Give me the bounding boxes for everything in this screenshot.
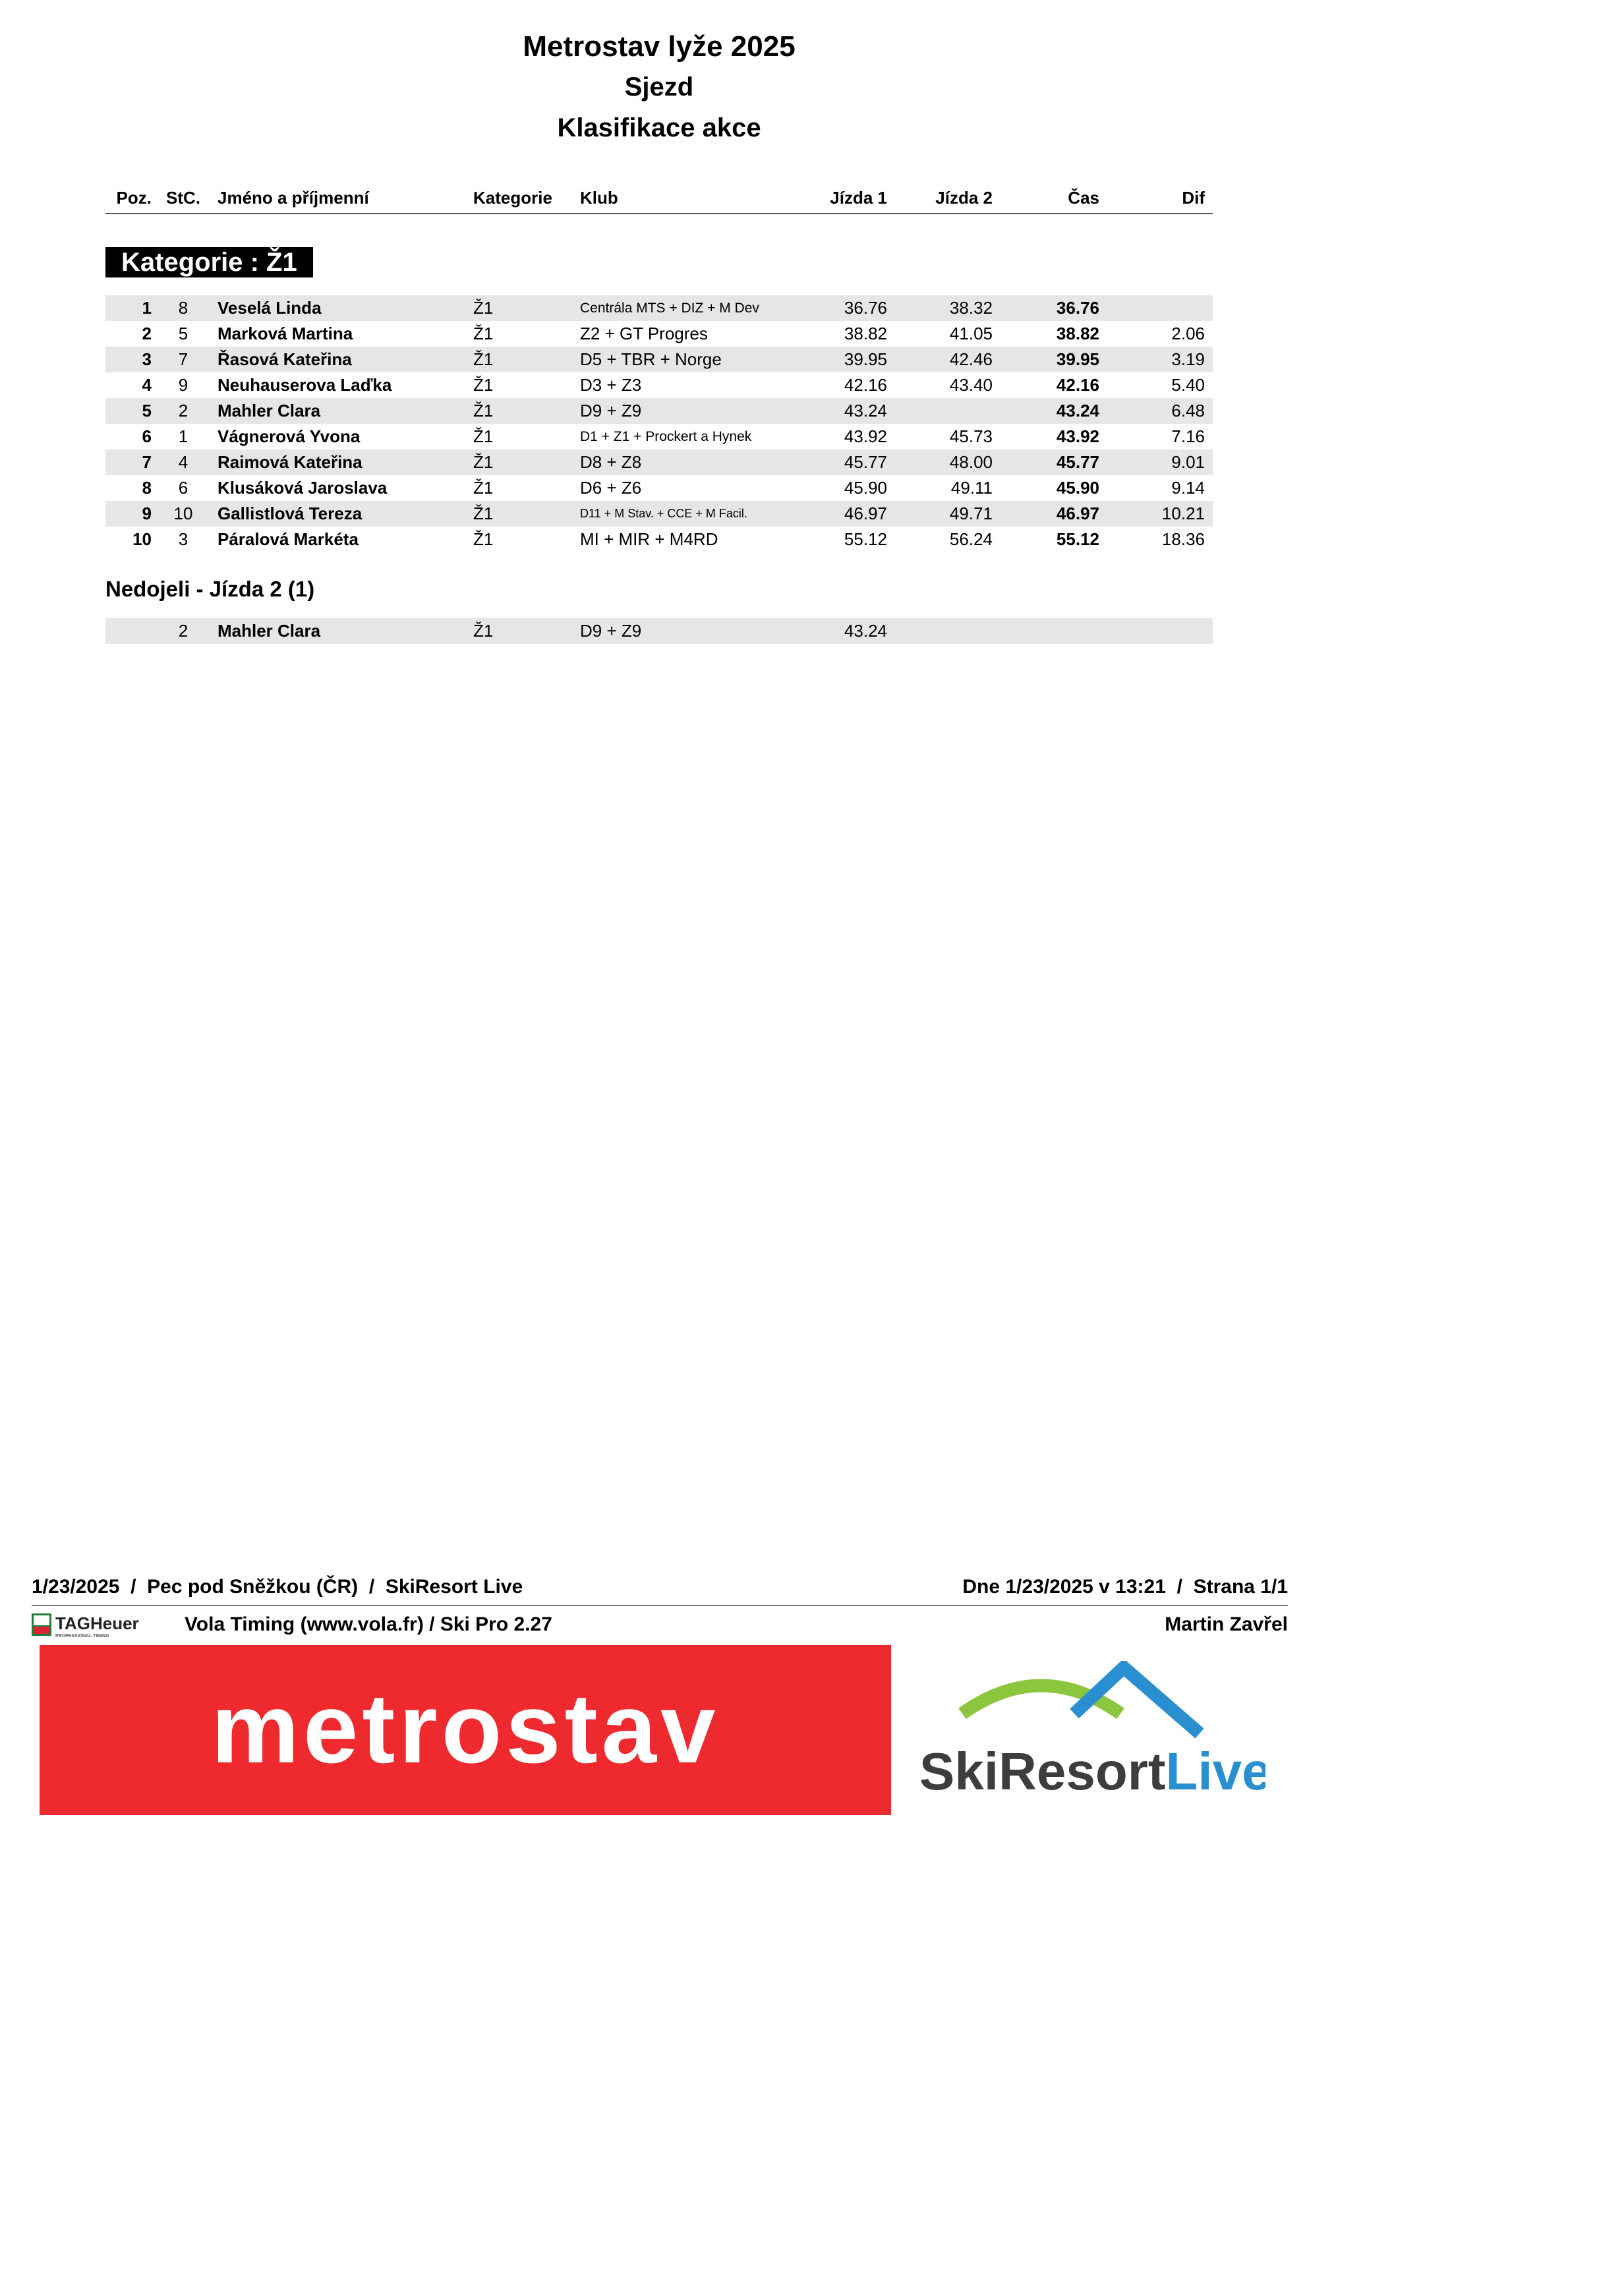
cell-category: Ž1 (473, 349, 494, 369)
cell-run2: 45.73 (949, 426, 993, 446)
cell-club: D11 + M Stav. + CCE + M Facil. (580, 507, 747, 520)
col-header-pos: Poz. (116, 188, 152, 208)
col-header-stc: StC. (166, 188, 200, 208)
cell-name: Páralová Markéta (218, 529, 359, 549)
cell-run1: 43.92 (844, 426, 887, 446)
footer-line-1 (32, 1576, 1288, 1606)
svg-text:SkiResortLive (919, 1742, 1265, 1801)
cell-run1: 55.12 (844, 529, 887, 549)
cell-name: Mahler Clara (218, 621, 321, 641)
cell-time: 36.76 (1056, 298, 1099, 318)
cell-club: D5 + TBR + Norge (580, 349, 722, 369)
cell-run1: 36.76 (844, 298, 887, 318)
cell-stc: 1 (178, 426, 188, 446)
category-banner: Kategorie : Ž1 (105, 247, 313, 277)
cell-run2: 42.46 (949, 349, 993, 369)
cell-name: Veselá Linda (218, 298, 322, 318)
discipline-title: Sjezd (624, 72, 694, 101)
dnf-section-title: Nedojeli - Jízda 2 (1) (105, 577, 315, 601)
metrostav-logo (40, 1645, 891, 1815)
cell-category: Ž1 (473, 375, 494, 395)
cell-time: 45.90 (1056, 478, 1099, 498)
cell-run2: 49.71 (949, 504, 993, 523)
table-row (105, 372, 1213, 398)
col-header-time: Čas (1068, 188, 1099, 208)
cell-stc: 10 (173, 504, 193, 523)
footer-software: Vola Timing (www.vola.fr) / Ski Pro 2.27 (185, 1613, 552, 1635)
col-header-diff: Dif (1182, 188, 1205, 208)
col-header-club: Klub (580, 188, 618, 208)
cell-stc: 9 (178, 375, 188, 395)
cell-run1: 43.24 (844, 621, 887, 641)
cell-run2: 38.32 (949, 298, 993, 318)
footer-event-info: 1/23/2025 / Pec pod Sněžkou (ČR) / SkiResort Live (32, 1576, 523, 1598)
cell-pos: 7 (142, 452, 152, 472)
cell-club: Centrála MTS + DIZ + M Dev (580, 301, 759, 316)
cell-run1: 43.24 (844, 401, 887, 420)
table-row (105, 321, 1213, 347)
cell-category: Ž1 (473, 401, 494, 420)
cell-pos: 9 (142, 504, 152, 523)
event-title: Metrostav lyže 2025 (523, 30, 796, 63)
cell-run1: 46.97 (844, 504, 887, 523)
cell-category: Ž1 (473, 426, 494, 446)
cell-run2: 48.00 (949, 452, 993, 472)
cell-category: Ž1 (473, 478, 494, 498)
cell-diff: 9.01 (1171, 452, 1205, 472)
footer-date-page: Dne 1/23/2025 v 13:21 / Strana 1/1 (962, 1576, 1288, 1598)
cell-diff: 10.21 (1161, 504, 1205, 523)
cell-club: D6 + Z6 (580, 478, 642, 498)
cell-pos: 5 (142, 401, 152, 420)
cell-club: D3 + Z3 (580, 375, 642, 395)
table-row (105, 295, 1213, 321)
cell-diff: 18.36 (1161, 529, 1205, 549)
cell-time: 43.92 (1056, 426, 1099, 446)
cell-category: Ž1 (473, 324, 494, 343)
tag-heuer-logo (32, 1612, 170, 1638)
cell-time: 55.12 (1056, 529, 1099, 549)
cell-run1: 45.90 (844, 478, 887, 498)
skiresort-text: SkiResort (919, 1742, 1166, 1801)
cell-club: D9 + Z9 (580, 621, 642, 641)
tag-logo-subtext: PROFESSIONAL TIMING (55, 1634, 109, 1638)
table-row (105, 347, 1213, 372)
cell-diff: 5.40 (1171, 375, 1205, 395)
table-row (105, 618, 1213, 644)
cell-category: Ž1 (473, 529, 494, 549)
table-row (105, 501, 1213, 527)
cell-diff: 2.06 (1171, 324, 1205, 343)
cell-run1: 45.77 (844, 452, 887, 472)
cell-pos: 8 (142, 478, 152, 498)
cell-time: 38.82 (1056, 324, 1099, 343)
cell-stc: 2 (178, 401, 188, 420)
cell-pos: 2 (142, 324, 152, 343)
cell-name: Gallistlová Tereza (218, 504, 362, 523)
cell-name: Marková Martina (218, 324, 353, 343)
col-header-run1: Jízda 1 (830, 188, 887, 208)
cell-name: Neuhauserova Laďka (218, 375, 392, 395)
metrostav-wordmark (40, 1645, 891, 1815)
table-row (105, 424, 1213, 449)
cell-run2: 49.11 (950, 478, 993, 498)
cell-category: Ž1 (473, 298, 494, 318)
cell-club: D9 + Z9 (580, 401, 642, 420)
cell-run2: 43.40 (949, 375, 993, 395)
skiresort-live-logo (910, 1661, 1265, 1806)
cell-stc: 4 (178, 452, 188, 472)
results-header-row (105, 188, 1213, 214)
cell-time: 45.77 (1056, 452, 1099, 472)
cell-club: Z2 + GT Progres (580, 324, 708, 343)
cell-diff: 6.48 (1171, 401, 1205, 420)
classification-title: Klasifikace akce (557, 113, 761, 142)
cell-name: Klusáková Jaroslava (218, 478, 388, 498)
cell-stc: 2 (178, 621, 188, 641)
cell-diff: 3.19 (1171, 349, 1205, 369)
live-text: Live (1165, 1742, 1265, 1801)
cell-stc: 6 (178, 478, 188, 498)
cell-club: MI + MIR + M4RD (580, 529, 718, 549)
cell-pos: 10 (132, 529, 152, 549)
cell-club: D1 + Z1 + Prockert a Hynek (580, 429, 752, 444)
cell-club: D8 + Z8 (580, 452, 642, 472)
cell-pos: 1 (142, 298, 152, 318)
cell-diff: 7.16 (1171, 426, 1205, 446)
table-row (105, 527, 1213, 552)
cell-category: Ž1 (473, 621, 494, 641)
cell-category: Ž1 (473, 452, 494, 472)
table-row (105, 475, 1213, 501)
col-header-run2: Jízda 2 (935, 188, 993, 208)
cell-pos: 3 (142, 349, 152, 369)
results-table (105, 295, 1213, 552)
cell-pos: 4 (142, 375, 152, 395)
cell-run1: 42.16 (844, 375, 887, 395)
tag-logo-text: TAGHeuer (55, 1613, 139, 1633)
cell-run2: 56.24 (949, 529, 993, 549)
col-header-name: Jméno a příjmenní (218, 188, 369, 208)
table-row (105, 449, 1213, 475)
cell-name: Řasová Kateřina (218, 349, 352, 369)
cell-name: Raimová Kateřina (218, 452, 362, 472)
footer-operator: Martin Zavřel (1165, 1613, 1288, 1635)
cell-pos: 6 (142, 426, 152, 446)
col-header-category: Kategorie (473, 188, 552, 208)
cell-stc: 7 (178, 349, 188, 369)
cell-time: 43.24 (1056, 401, 1099, 420)
cell-diff: 9.14 (1171, 478, 1205, 498)
cell-run1: 39.95 (844, 349, 887, 369)
dnf-table (105, 618, 1213, 644)
cell-category: Ž1 (473, 504, 494, 523)
footer-line-2 (32, 1612, 1288, 1638)
cell-run2: 41.05 (949, 324, 993, 343)
cell-stc: 3 (178, 529, 188, 549)
cell-time: 46.97 (1056, 504, 1099, 523)
cell-stc: 8 (178, 298, 188, 318)
cell-name: Mahler Clara (218, 401, 321, 420)
cell-name: Vágnerová Yvona (218, 426, 361, 446)
metrostav-logo-text: metrostav (211, 1673, 720, 1783)
cell-time: 42.16 (1056, 375, 1099, 395)
cell-run1: 38.82 (844, 324, 887, 343)
cell-stc: 5 (178, 324, 188, 343)
table-row (105, 398, 1213, 424)
cell-time: 39.95 (1056, 349, 1099, 369)
